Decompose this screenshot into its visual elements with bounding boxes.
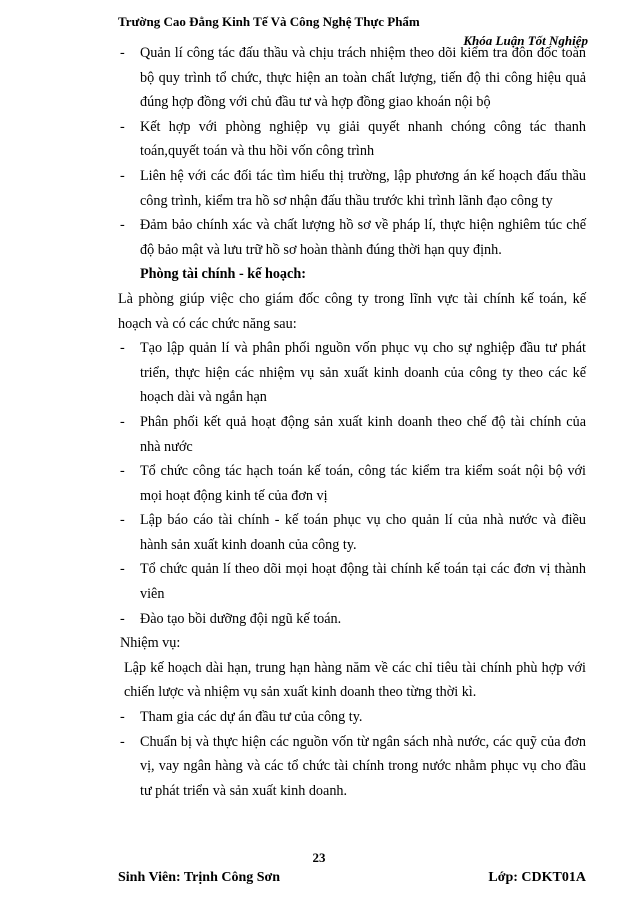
page-number: 23	[312, 850, 326, 865]
list-item: - Tạo lập quản lí và phân phối nguồn vốn phục vụ cho sự nghiệp đầu tư phát triển, thực hiện các nhiệm vụ sản xuất kinh doanh của công ty theo các kế hoạch dài và ngắn hạn	[120, 340, 586, 406]
duties-label: Nhiệm vụ:	[120, 635, 181, 652]
list-item: - Tổ chức quản lí theo dõi mọi hoạt động tài chính kế toán tại các đơn vị thành viên	[120, 561, 586, 603]
duties-intro: Lập kế hoạch dài hạn, trung hạn hàng năm về các chỉ tiêu tài chính phù hợp với chiến lược và nhiệm vụ sản xuất kinh doanh theo từng thời kì.	[124, 659, 586, 701]
list-item: - Quản lí công tác đấu thầu và chịu trách nhiệm theo dõi kiểm tra đôn đốc toàn bộ quy trình tổ chức, thực hiện an toàn chất lượng, tiến độ thi công hiệu quả đúng hợp đồng với chủ đầu tư và hợp đồng giao khoán nội bộ	[120, 45, 586, 111]
list-item: - Phân phối kết quả hoạt động sản xuất kinh doanh theo chế độ tài chính của nhà nước	[120, 413, 586, 455]
list-item: - Kết hợp với phòng nghiệp vụ giải quyết nhanh chóng công tác thanh toán,quyết toán và thu hồi vốn công trình	[120, 118, 586, 160]
list-item: - Tổ chức công tác hạch toán kế toán, công tác kiểm tra kiểm soát nội bộ với mọi hoạt động kinh tế của đơn vị	[120, 463, 586, 504]
footer-class: Lớp: CDKT01A	[488, 870, 586, 885]
list-item: - Đào tạo bồi dưỡng đội ngũ kế toán.	[120, 610, 342, 627]
list-item: - Lập báo cáo tài chính - kế toán phục vụ cho quản lí của nhà nước và điều hành sản xuất kinh doanh của công ty.	[120, 512, 586, 553]
list-item: - Tham gia các dự án đầu tư của công ty.	[120, 709, 363, 726]
document-body	[118, 41, 586, 803]
header-doc-type: Khóa Luận Tốt Nghiệp	[463, 33, 588, 48]
list-item: - Đảm bảo chính xác và chất lượng hồ sơ về pháp lí, thực hiện nghiêm túc chế độ bảo mật và lưu trữ hồ sơ hoàn thành đúng thời hạn quy định.	[120, 217, 586, 258]
header-school: Trường Cao Đẳng Kinh Tế Và Công Nghệ Thực Phẩm	[118, 14, 420, 29]
section-heading: Phòng tài chính - kế hoạch:	[140, 266, 306, 283]
footer-student: Sinh Viên: Trịnh Công Sơn	[118, 870, 281, 885]
list-item: - Chuẩn bị và thực hiện các nguồn vốn từ ngân sách nhà nước, các quỹ của đơn vị, vay ngân hàng và các tổ chức tài chính trong nước nhằm phục vụ cho đầu tư phát triển và sản xuất kinh doanh.	[120, 733, 586, 799]
section-intro: Là phòng giúp việc cho giám đốc công ty trong lĩnh vực tài chính kế toán, kế hoạch và có các chức năng sau:	[118, 290, 586, 332]
list-item: - Liên hệ với các đối tác tìm hiểu thị trường, lập phương án kế hoạch đấu thầu công trình, kiểm tra hồ sơ nhận đấu thầu trước khi trình lãnh đạo công ty	[120, 167, 586, 209]
